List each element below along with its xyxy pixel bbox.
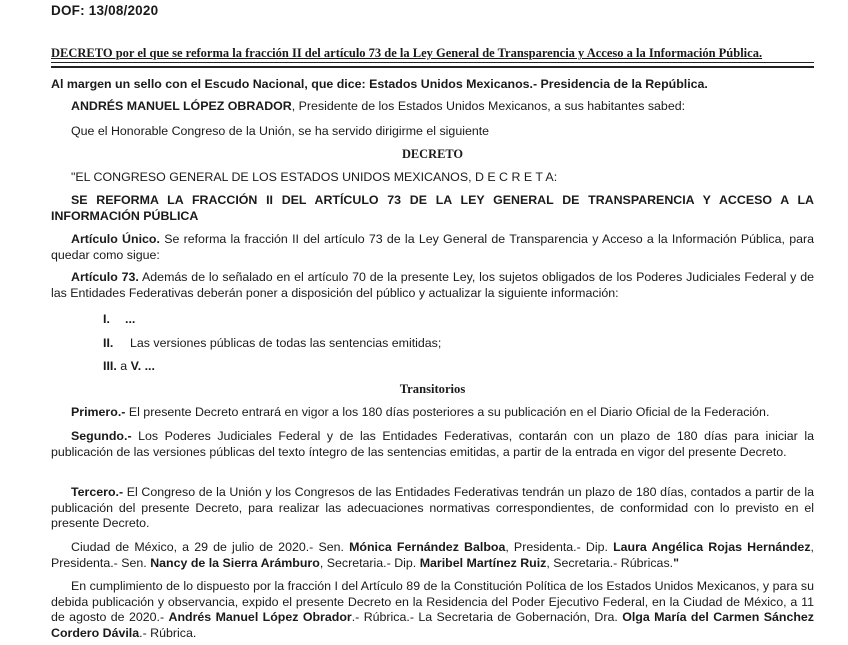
decreta-line: "EL CONGRESO GENERAL DE LOS ESTADOS UNIDOS MEXICANOS, D E C R E T A: — [71, 170, 558, 184]
congress-line: Que el Honorable Congreso de la Unión, se ha servido dirigirme el siguiente — [71, 124, 490, 138]
primero-label: Primero.- — [71, 405, 126, 419]
president-name: ANDRÉS MANUEL LÓPEZ OBRADOR — [71, 99, 292, 113]
signer-name-1: Mónica Fernández Balboa — [349, 540, 506, 554]
signatures-paragraph — [51, 540, 814, 571]
transitorio-tercero — [51, 485, 814, 532]
closing-quote: " — [673, 555, 679, 570]
decreto-heading: DECRETO — [401, 147, 464, 161]
signatures-text-1: Ciudad de México, a 29 de julio de 2020.- Sen. — [71, 540, 350, 554]
transitorios-heading: Transitorios — [399, 382, 466, 396]
tercero-text: El Congreso de la Unión y los Congresos de las Entidades Federativas tendrán un plazo de 180 días, contados a partir de la publicación del presente Decreto, para realizar las adecuaciones normativas correspondientes, de conformidad con lo previsto en el presente Decreto. — [51, 485, 814, 530]
cumplimiento-paragraph — [51, 579, 814, 641]
articulo-unico — [51, 232, 814, 263]
articulo-73-text: Además de lo señalado en el artículo 70 de la presente Ley, los sujetos obligados de los Poderes Judiciales Federal y de las Entidades Federativas deberán poner a disposición del público y actualizar la siguiente información: — [51, 270, 814, 300]
cumplimiento-text-1: En cumplimiento de lo dispuesto por la fracción I del Artículo 89 de la Constitución Política de los Estados Unidos Mexicanos, y para su debida publicación y observancia, expido el presente Decreto en la Residencia del Poder Ejecutivo Federal, en la Ciudad de México, a 11 de agosto de 2020.- — [51, 579, 814, 624]
president-line — [51, 99, 814, 115]
fraccion-ii-text: Las versiones públicas de todas las sentencias emitidas; — [130, 336, 442, 350]
signatures-text-3: , Presidenta.- Sen. — [51, 540, 814, 570]
fraccion-i-label: I. — [103, 312, 110, 326]
margin-note: Al margen un sello con el Escudo Nacional, que dice: Estados Unidos Mexicanos.- Presidencia de la República. — [51, 77, 708, 91]
fraccion-i-text: ... — [125, 312, 136, 326]
signatures-text-4: , Secretaria.- Dip. — [319, 555, 420, 570]
transitorio-primero — [51, 405, 814, 421]
signatures-text-5: , Secretaria.- Rúbricas. — [546, 555, 674, 570]
articulo-unico-label: Artículo Único. — [71, 232, 160, 246]
primero-text: El presente Decreto entrará en vigor a los 180 días posteriores a su publicación en el Diario Oficial de la Federación. — [125, 405, 770, 419]
segundo-label: Segundo.- — [71, 429, 132, 443]
reform-heading: SE REFORMA LA FRACCIÓN II DEL ARTÍCULO 73 DE LA LEY GENERAL DE TRANSPARENCIA Y ACCESO A LA INFORMACIÓN PÚBLICA — [51, 193, 814, 223]
articulo-73 — [51, 270, 814, 301]
signer-name-4: Maribel Martínez Ruiz — [419, 555, 547, 570]
decree-title: DECRETO por el que se reforma la fracción II del artículo 73 de la Ley General de Transparencia y Acceso a la Información Pública. — [51, 46, 763, 60]
articulo-73-label: Artículo 73. — [71, 270, 139, 284]
signer-name-2: Laura Angélica Rojas Hernández — [613, 540, 811, 554]
title-rule-thin — [51, 62, 814, 63]
fraccion-iii-mid: a — [116, 359, 131, 373]
dof-date: DOF: 13/08/2020 — [51, 3, 159, 18]
fraccion-iii-label: III. — [103, 359, 117, 373]
cumplimiento-text-2: .- Rúbrica.- La Secretaria de Gobernación, Dra. — [351, 610, 623, 624]
fraccion-v-label: V. ... — [130, 359, 155, 373]
transitorio-segundo — [51, 429, 814, 460]
signatures-text-2: , Presidenta.- Dip. — [505, 540, 614, 554]
title-rule-thick — [51, 66, 814, 68]
president-rest: , Presidente de los Estados Unidos Mexicanos, a sus habitantes sabed: — [291, 99, 686, 113]
signer-name-3: Nancy de la Sierra Arámburo — [150, 555, 320, 570]
articulo-unico-text: Se reforma la fracción II del artículo 73 de la Ley General de Transparencia y Acceso a la Información Pública, para quedar como sigue: — [51, 232, 814, 262]
cumplimiento-text-3: .- Rúbrica. — [139, 625, 197, 640]
tercero-label: Tercero.- — [71, 485, 124, 499]
president-signature-name: Andrés Manuel López Obrador — [168, 610, 352, 624]
fraccion-ii-label: II. — [103, 336, 114, 350]
secretary-signature-name: Olga María del Carmen Sánchez Cordero Dávila — [51, 610, 814, 640]
fraccion-iii — [103, 359, 155, 375]
segundo-text: Los Poderes Judiciales Federal y de las Entidades Federativas, contarán con un plazo de 180 días para iniciar la publicación de las versiones públicas del texto íntegro de las sentencias emitidas, a partir de la entrada en vigor del presente Decreto. — [51, 429, 814, 459]
